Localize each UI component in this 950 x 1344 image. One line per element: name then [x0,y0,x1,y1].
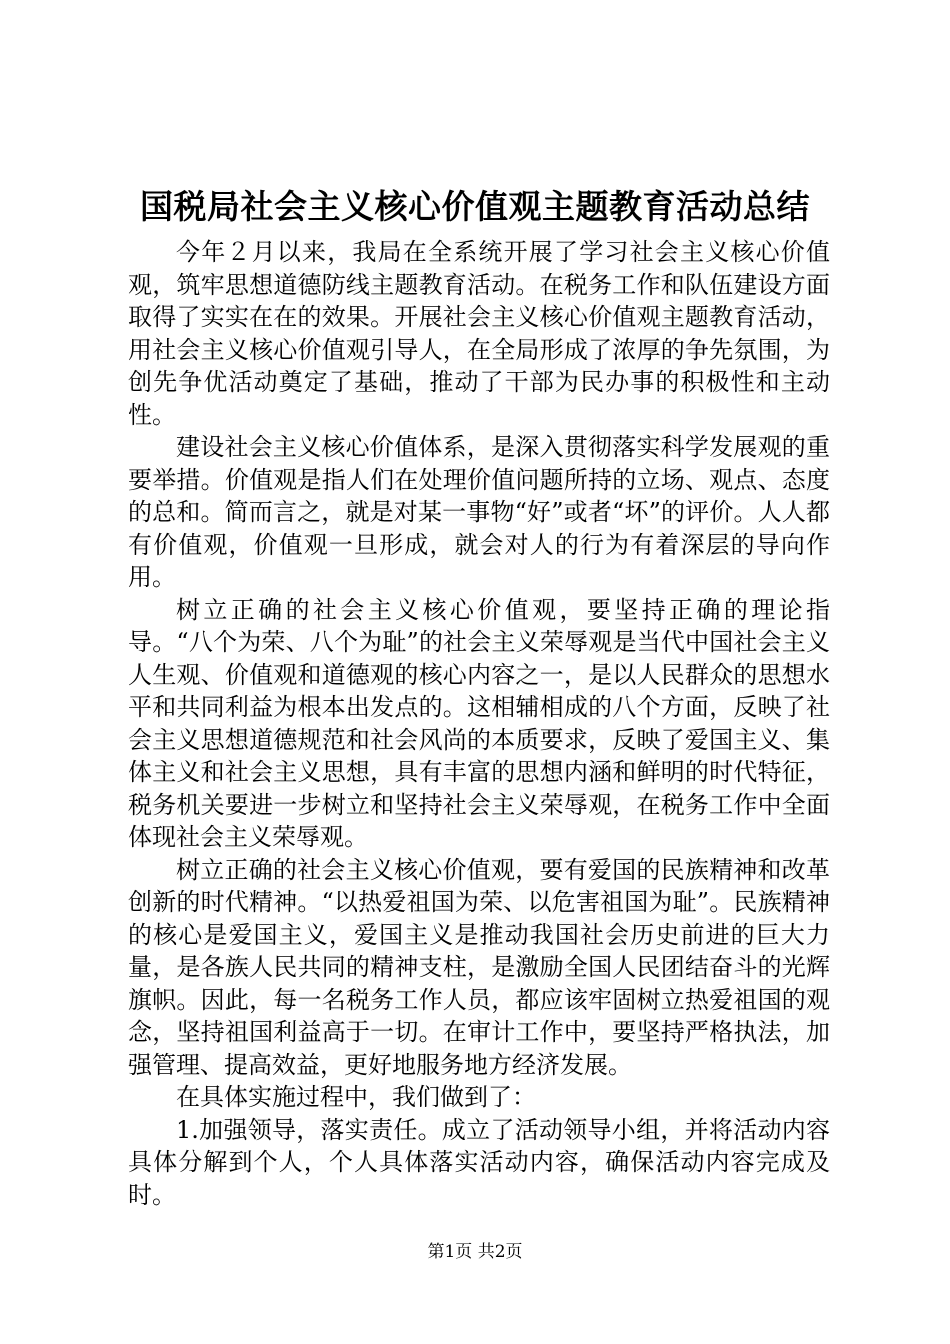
paragraph-1: 今年２月以来，我局在全系统开展了学习社会主义核心价值观，筑牢思想道德防线主题教育活动。在税务工作和队伍建设方面取得了实实在在的效果。开展社会主义核心价值观主题教育活动，用社会主义核心价值观引导人，在全局形成了浓厚的争先氛围，为创先争优活动奠定了基础，推动了干部为民办事的积极性和主动性。 [128,238,830,429]
page-number-footer: 第1页 共2页 [427,1242,523,1262]
paragraph-4: 树立正确的社会主义核心价值观，要有爱国的民族精神和改革创新的时代精神。“以热爱祖国为荣、以危害祖国为耻”。民族精神的核心是爱国主义，爱国主义是推动我国社会历史前进的巨大力量，是各族人民共同的精神支柱，是激励全国人民团结奋斗的光辉旗帜。因此，每一名税务工作人员，都应该牢固树立热爱祖国的观念，坚持祖国利益高于一切。在审计工作中，要坚持严格执法，加强管理、提高效益，更好地服务地方经济发展。 [128,855,830,1079]
paragraph-2: 建设社会主义核心价值体系，是深入贯彻落实科学发展观的重要举措。价值观是指人们在处理价值问题所持的立场、观点、态度的总和。简而言之，就是对某一事物“好”或者“坏”的评价。人人都有价值观，价值观一旦形成，就会对人的行为有着深层的导向作用。 [128,433,830,591]
paragraph-5: 在具体实施过程中，我们做到了： [176,1083,536,1111]
document-title: 国税局社会主义核心价值观主题教育活动总结 [140,187,810,226]
paragraph-3: 树立正确的社会主义核心价值观，要坚持正确的理论指导。“八个为荣、八个为耻”的社会主义荣辱观是当代中国社会主义人生观、价值观和道德观的核心内容之一，是以人民群众的思想水平和共同利益为根本出发点的。这相辅相成的八个方面，反映了社会主义思想道德规范和社会风尚的本质要求，反映了爱国主义、集体主义和社会主义思想，具有丰富的思想内涵和鲜明的时代特征，税务机关要进一步树立和坚持社会主义荣辱观，在税务工作中全面体现社会主义荣辱观。 [128,595,830,851]
paragraph-6: 1.加强领导，落实责任。成立了活动领导小组，并将活动内容具体分解到个人，个人具体落实活动内容，确保活动内容完成及时。 [128,1115,830,1209]
document-body [128,236,830,1211]
